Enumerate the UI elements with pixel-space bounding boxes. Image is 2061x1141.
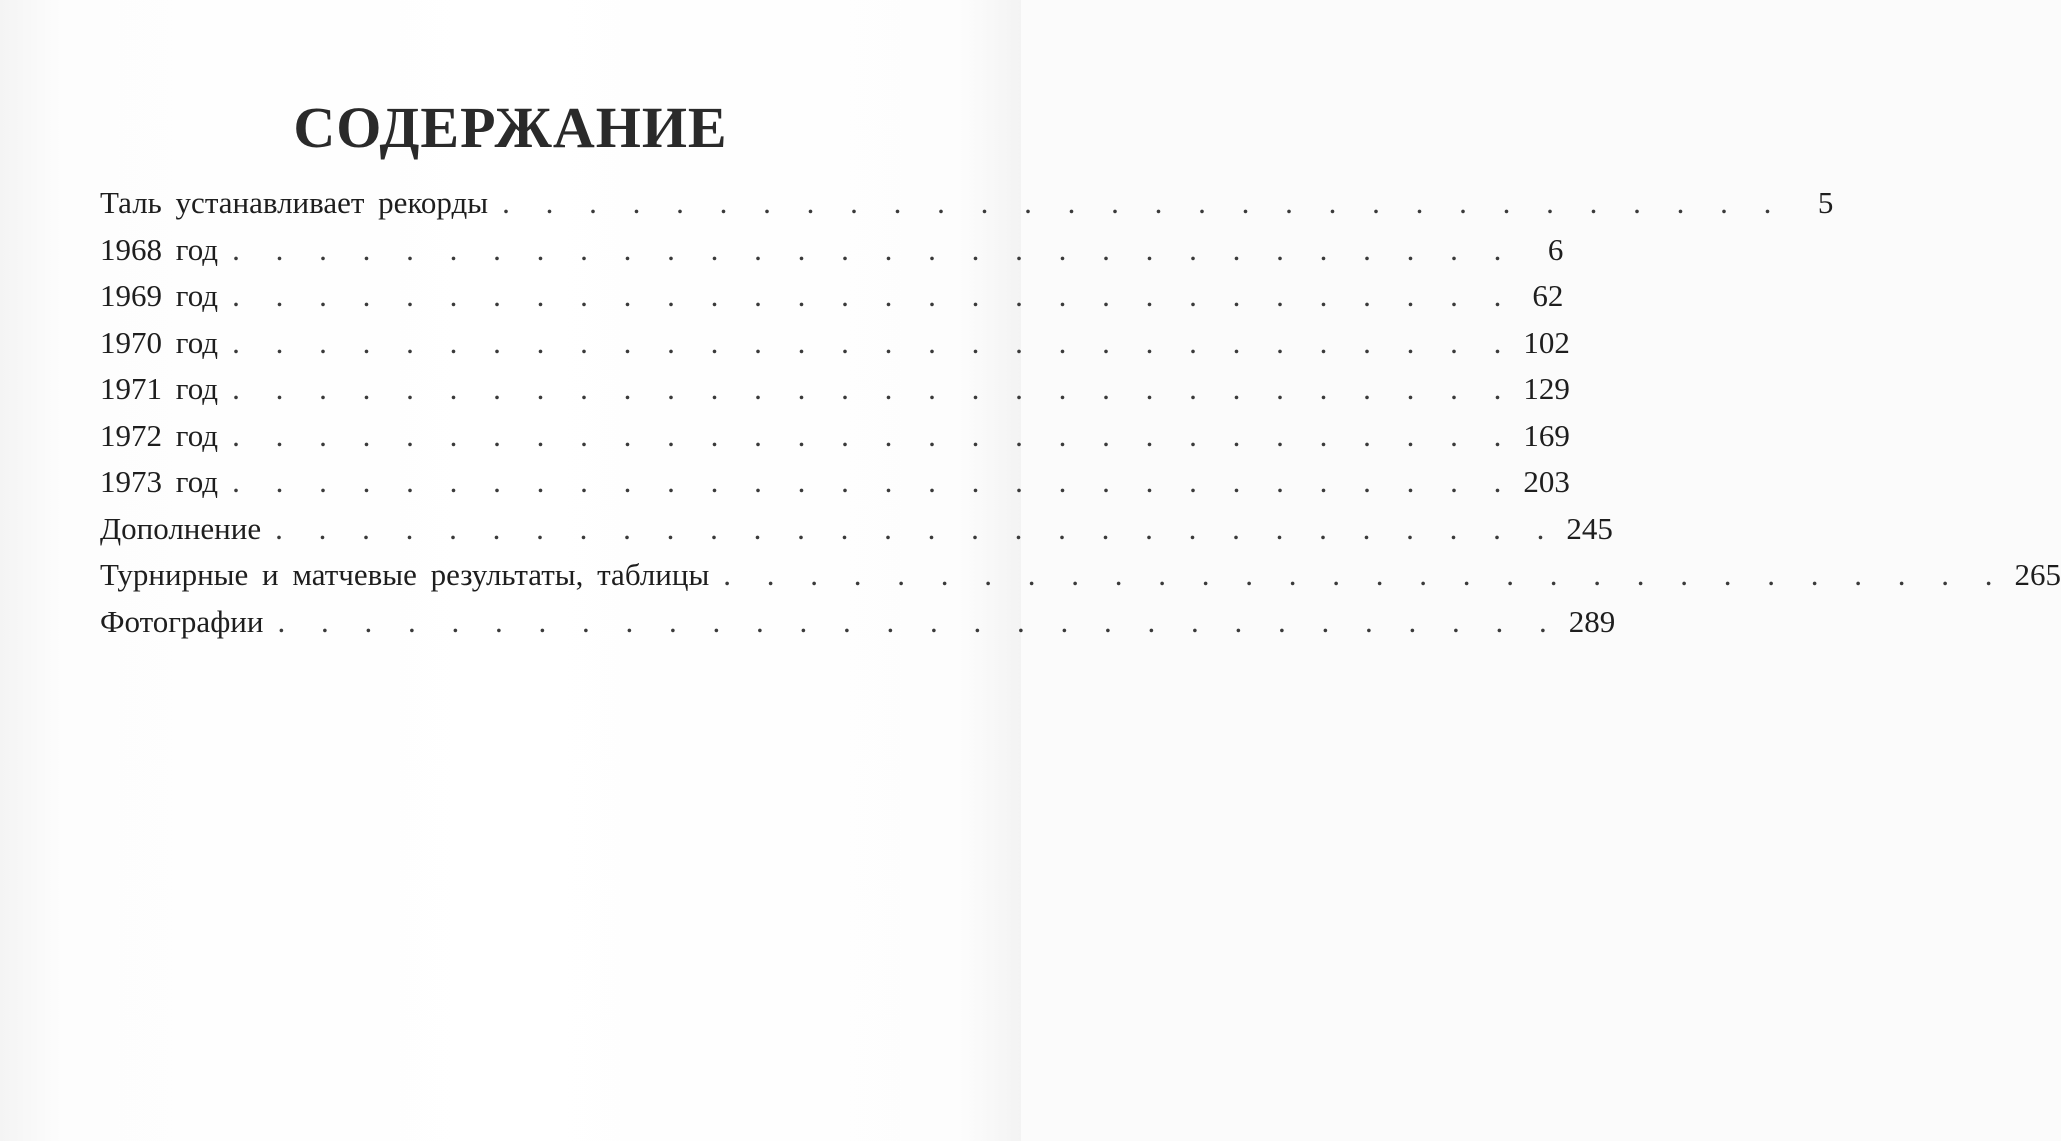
toc-entry-label: 1970 год bbox=[100, 324, 219, 360]
toc-dot-leader: . . . . . . . . . . . . . . . . . . . . . . . . . . . . . . bbox=[232, 324, 1516, 360]
table-of-contents bbox=[100, 180, 2061, 645]
toc-page-number: 6 bbox=[1547, 231, 1564, 267]
toc-entry-1971 bbox=[100, 366, 1570, 413]
toc-entry-1973 bbox=[100, 459, 1570, 506]
toc-dot-leader: . . . . . . . . . . . . . . . . . . . . . . . . . . . . . . bbox=[277, 603, 1561, 639]
toc-dot-leader: . . . . . . . . . . . . . . . . . . . . . . . . . . . . . . bbox=[723, 557, 2007, 592]
toc-entry-1968 bbox=[100, 227, 1564, 274]
toc-dot-leader: . . . . . . . . . . . . . . . . . . . . . . . . . . . . . . bbox=[232, 417, 1516, 453]
toc-entry-supplement bbox=[100, 506, 1613, 553]
toc-entry-label: 1972 год bbox=[100, 417, 219, 453]
toc-page-number: 129 bbox=[1523, 371, 1570, 406]
toc-entry-1970 bbox=[100, 320, 1570, 367]
toc-entry-1969 bbox=[100, 273, 1564, 320]
toc-dot-leader: . . . . . . . . . . . . . . . . . . . . . . . . . . . . . . bbox=[232, 231, 1516, 267]
toc-entry-records bbox=[100, 180, 1834, 227]
toc-entry-label: 1971 год bbox=[100, 371, 219, 406]
toc-dot-leader: . . . . . . . . . . . . . . . . . . . . . . . . . . . . . . bbox=[275, 510, 1559, 546]
toc-page-number: 5 bbox=[1817, 185, 1834, 220]
toc-entry-label: Таль устанавливает рекорды bbox=[100, 185, 489, 220]
toc-page-number: 102 bbox=[1523, 324, 1570, 360]
toc-entry-label: Турнирные и матчевые результаты, таблицы bbox=[100, 557, 710, 592]
page-title: СОДЕРЖАНИЕ bbox=[293, 95, 728, 160]
toc-page-number: 289 bbox=[1568, 603, 1616, 639]
toc-dot-leader: . . . . . . . . . . . . . . . . . . . . . . . . . . . . . . bbox=[232, 464, 1516, 499]
toc-page-number: 245 bbox=[1566, 510, 1613, 546]
toc-page-number: 265 bbox=[2014, 557, 2061, 592]
toc-dot-leader: . . . . . . . . . . . . . . . . . . . . . . . . . . . . . . bbox=[232, 278, 1516, 313]
toc-entry-1972 bbox=[100, 413, 1570, 460]
toc-page-number: 62 bbox=[1532, 278, 1564, 313]
toc-entry-label: 1969 год bbox=[100, 278, 219, 313]
toc-entry-label: Дополнение bbox=[100, 510, 262, 546]
toc-entry-label: 1973 год bbox=[100, 464, 219, 499]
toc-dot-leader: . . . . . . . . . . . . . . . . . . . . . . . . . . . . . . bbox=[232, 371, 1516, 406]
toc-page-number: 169 bbox=[1523, 417, 1570, 453]
toc-entry-label: 1968 год bbox=[100, 231, 219, 267]
toc-entry-results-tables bbox=[100, 552, 2061, 599]
toc-entry-label: Фотографии bbox=[100, 603, 264, 639]
toc-dot-leader: . . . . . . . . . . . . . . . . . . . . . . . . . . . . . . bbox=[502, 185, 1786, 220]
toc-entry-photographs bbox=[100, 599, 1616, 646]
toc-page-number: 203 bbox=[1523, 464, 1570, 499]
